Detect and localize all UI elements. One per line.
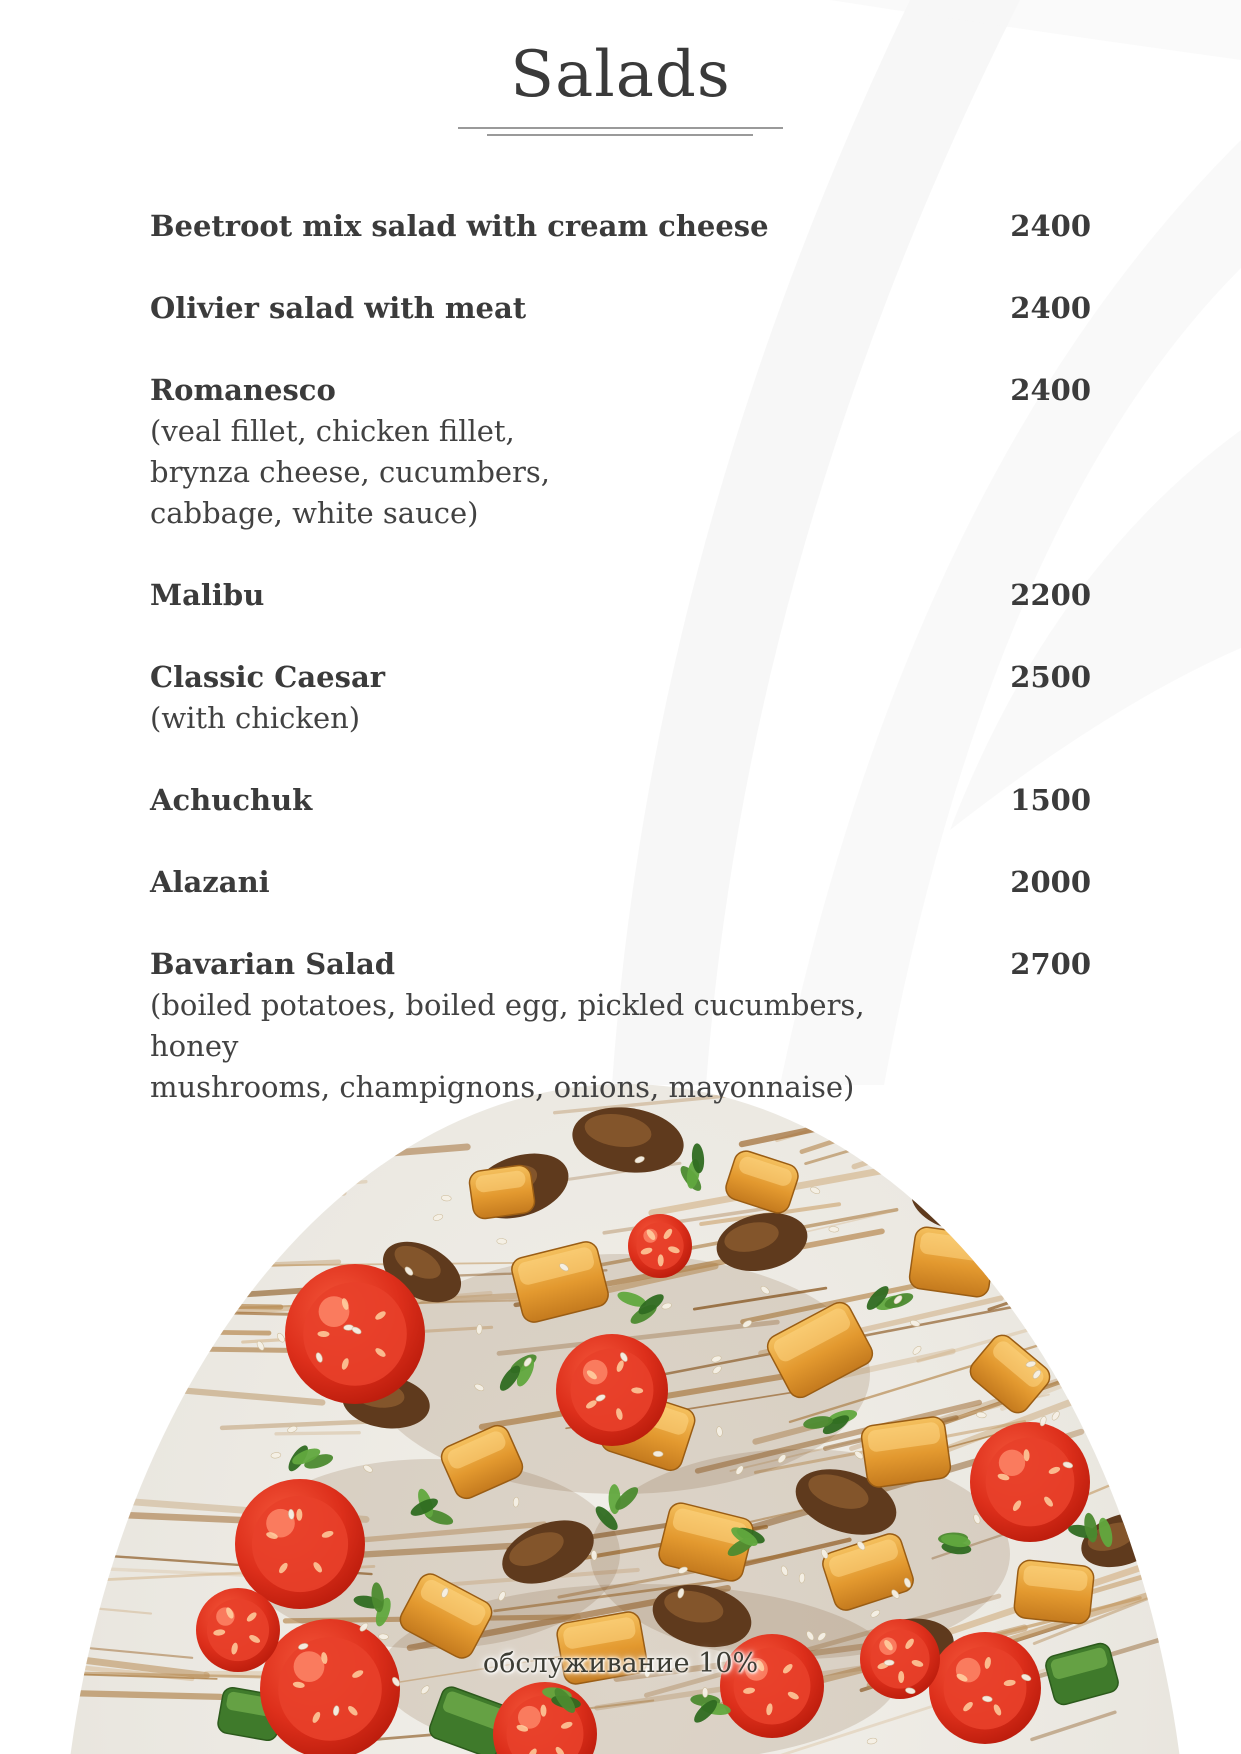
page-title: Salads — [510, 38, 731, 112]
item-price: 2700 — [1010, 947, 1091, 981]
item-price: 2400 — [1010, 209, 1091, 243]
service-note: обслуживание 10% — [482, 1648, 759, 1679]
menu-item-row — [150, 944, 1091, 1108]
item-name: Classic Caesar — [150, 660, 386, 694]
menu-item-text — [150, 944, 870, 1108]
item-price: 2400 — [1010, 291, 1091, 325]
menu-item-row — [150, 370, 1091, 534]
item-name: Olivier salad with meat — [150, 291, 527, 325]
menu-item-row — [150, 288, 1091, 329]
menu-item-text — [150, 288, 526, 329]
item-price: 2500 — [1010, 660, 1091, 694]
menu-item-text — [150, 657, 385, 739]
menu-item-text — [150, 862, 270, 903]
menu-item-text — [150, 575, 264, 616]
menu-item-text — [150, 206, 769, 247]
item-price: 2000 — [1010, 865, 1091, 899]
title-underline-bottom — [487, 134, 753, 136]
item-description: (boiled potatoes, boiled egg, pickled cucumbers, honey mushrooms, champignons, onions, mayonnaise) — [150, 988, 865, 1104]
menu-item-row — [150, 575, 1091, 616]
title-underline-top — [458, 127, 783, 129]
menu-item-row — [150, 657, 1091, 739]
item-name: Malibu — [150, 578, 265, 612]
item-name: Achuchuk — [150, 783, 313, 817]
menu-item-row — [150, 206, 1091, 247]
item-name: Alazani — [150, 865, 270, 899]
item-price: 1500 — [1010, 783, 1091, 817]
item-name: Beetroot mix salad with cream cheese — [150, 209, 769, 243]
item-description: (with chicken) — [150, 701, 361, 735]
item-name: Romanesco — [150, 373, 336, 407]
menu-item-text — [150, 370, 550, 534]
menu-item-row — [150, 862, 1091, 903]
item-description: (veal fillet, chicken fillet, brynza cheese, cucumbers, cabbage, white sauce) — [150, 414, 551, 530]
item-price: 2200 — [1010, 578, 1091, 612]
menu-item-text — [150, 780, 312, 821]
menu-list — [150, 206, 1091, 1149]
item-name: Bavarian Salad — [150, 947, 396, 981]
item-price: 2400 — [1010, 373, 1091, 407]
menu-item-row — [150, 780, 1091, 821]
